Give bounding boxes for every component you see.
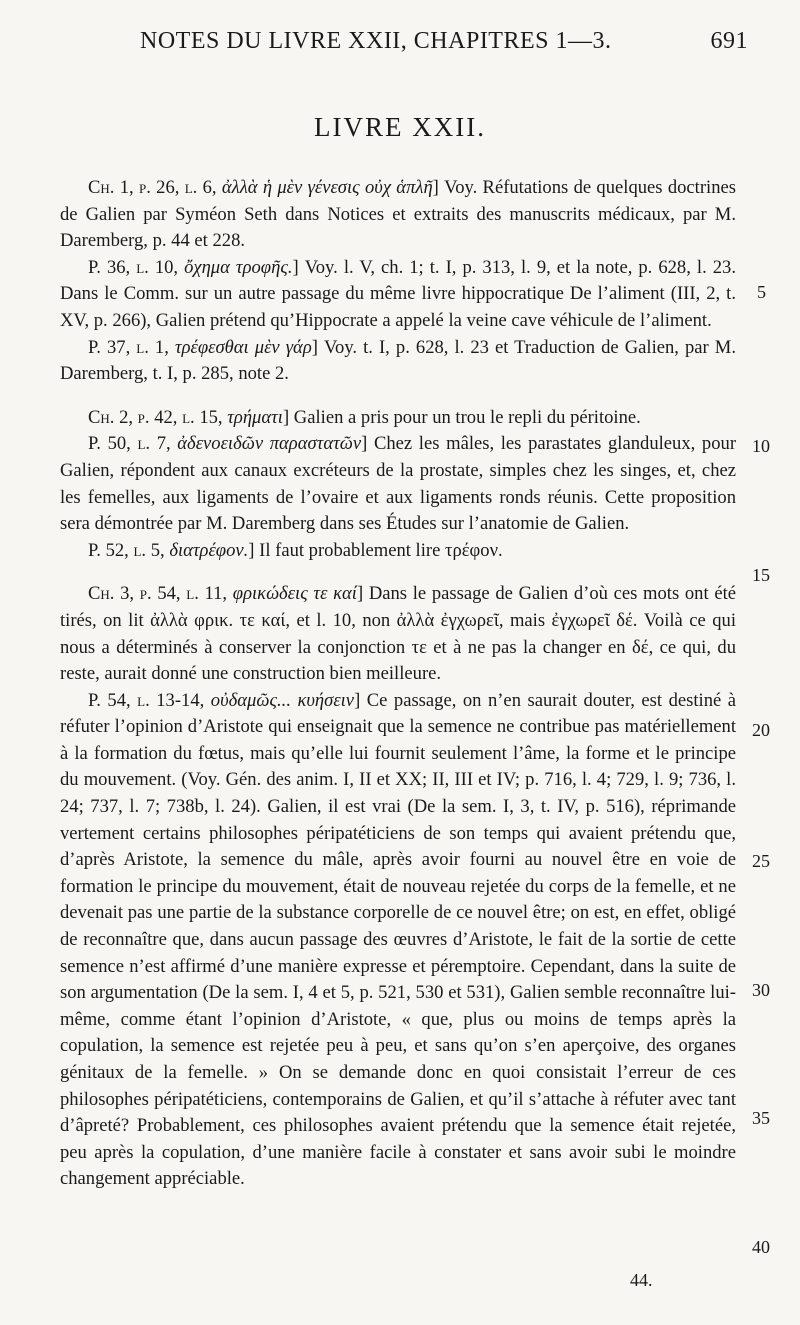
line-number: 15 — [752, 565, 770, 585]
note-4 — [60, 405, 736, 432]
note-text: ] Dans le passage de Galien d’où ces mots ont été tirés, on lit ἀλλὰ φρικ. τε καί, et l. 10, non ἀλλὰ ἐγχωρεῖ, mais ἐγχωρεῖ δέ. Voilà ce qui nous a déterminés à conserver la conjonction τε et à ne pas la changer en δέ, ce qui, du reste, aurait donné une construction bien meilleure. — [60, 583, 736, 685]
note-7 — [60, 581, 736, 687]
line-number: 20 — [752, 720, 770, 740]
note-lemma: τρήματι — [227, 406, 283, 428]
note-lemma: τρέφεσθαι μὲν γάρ — [174, 336, 312, 358]
note-1 — [60, 175, 736, 255]
note-reference: P. 37, l. 1, — [88, 336, 169, 358]
note-5 — [60, 431, 736, 537]
note-reference: P. 52, l. 5, — [88, 539, 165, 561]
note-lemma: διατρέφον. — [169, 539, 249, 561]
note-text: ] Voy. Réfutations de quelques doctrines de Galien par Syméon Seth dans Notices et extraits des manuscrits médicaux, par M. Daremberg, p. 44 et 228. — [60, 177, 736, 252]
note-reference: P. 54, l. 13-14, — [88, 689, 205, 711]
note-lemma: φρικώδεις τε καί — [232, 583, 357, 605]
book-title: LIVRE XXII. — [314, 112, 486, 142]
note-3 — [60, 335, 736, 388]
note-reference: P. 50, l. 7, — [88, 433, 171, 455]
note-reference: Ch. 2, p. 42, l. 15, — [88, 406, 223, 428]
note-text: ] Il faut probablement lire τρέφον. — [248, 539, 503, 561]
line-number: 40 — [752, 1237, 770, 1257]
line-number: 10 — [752, 436, 770, 456]
note-reference: Ch. 3, p. 54, l. 11, — [88, 583, 228, 605]
note-reference: P. 36, l. 10, — [88, 256, 179, 278]
note-reference: Ch. 1, p. 26, l. 6, — [88, 177, 217, 198]
note-8 — [60, 688, 736, 1193]
note-lemma: ἀδενοειδῶν παραστατῶν — [177, 433, 362, 455]
line-number: 30 — [752, 980, 770, 1000]
note-lemma: ὄχημα τροφῆς. — [184, 256, 293, 278]
note-text: ] Galien a pris pour un trou le repli du péritoine. — [282, 406, 641, 428]
line-number: 35 — [752, 1108, 770, 1128]
note-text: ] Ce passage, on n’en saurait douter, est destiné à réfuter l’opinion d’Aristote qui enseignait que la semence ne contribue pas matériellement à la formation du fœtus, mais qu’elle lui fournit seulement l’âme, la forme et le principe du mouvement. (Voy. Gén. des anim. I, II et XX; II, III et IV; p. 716, l. 4; 729, l. 9; 736, l. 24; 737, l. 7; 738b, l. 24). Galien, il est vrai (De la sem. I, 3, t. IV, p. 516), réprimande vertement certains philosophes péripatéticiens de son temps qui avaient prétendu que, d’après Aristote, la semence du mâle, après avoir fourni au nouvel être en voie de formation le principe du mouvement, était de nouveau rejetée du corps de la femelle, et ne devenait pas une partie de la substance corporelle de ce nouvel être; on est, en effet, obligé de reconnaître que, dans aucun passage des œuvres d’Aristote, le fait de la sortie de cette semence n’est affirmé d’une manière expresse et péremptoire. Cependant, dans la suite de son argumentation (De la sem. I, 4 et 5, p. 521, 530 et 531), Galien semble reconnaître lui-même, comme étant l’opinion d’Aristote, « que, plus ou moins de temps après la copulation, la semence est rejetée peu à peu, et sans qu’on s’en aperçoive, des organes génitaux de la femelle. » On se demande donc en quoi consistait l’erreur de ces philosophes péripatéticiens, contemporains de Galien, et qu’il s’attache à réfuter avec tant d’âpreté? Probablement, ces philosophes avaient prétendu que la semence était rejetée, peu après la copulation, d’une manière facile à constater et sans avoir subi le moindre changement appréciable. — [60, 689, 736, 1190]
note-2 — [60, 255, 736, 335]
note-text: ] Voy. l. V, ch. 1; t. I, p. 313, l. 9, et la note, p. 628, l. 23. Dans le Comm. sur un autre passage du même livre hippocratique De l’aliment (III, 2, t. XV, p. 266), Galien prétend qu’Hippocrate a appelé la veine cave véhicule de l’aliment. — [60, 256, 736, 331]
note-lemma: ἀλλὰ ἡ μὲν γένεσις οὐχ ἁπλῆ — [221, 177, 433, 198]
note-text: ] Chez les mâles, les parastates glanduleux, pour Galien, répondent aux canaux excréteurs de la prostate, simples chez les singes, et, chez les femelles, aux ligaments de l’ovaire et aux ligaments ronds réunis. Cette proposition sera démontrée par M. Daremberg dans ses Études sur l’anatomie de Galien. — [60, 433, 737, 535]
note-lemma: οὐδαμῶς... κυήσειν — [210, 689, 355, 711]
note-6 — [60, 538, 736, 565]
running-title: NOTES DU LIVRE XXII, CHAPITRES 1—3. — [140, 28, 612, 54]
gathering-signature: 44. — [630, 1270, 653, 1290]
note-text: ] Voy. t. I, p. 628, l. 23 et Traduction de Galien, par M. Daremberg, t. I, p. 285, note 2. — [60, 336, 736, 385]
page-number: 691 — [710, 28, 748, 54]
notes-body — [60, 175, 736, 1193]
line-number: 25 — [752, 851, 770, 871]
line-number: 5 — [757, 282, 766, 302]
